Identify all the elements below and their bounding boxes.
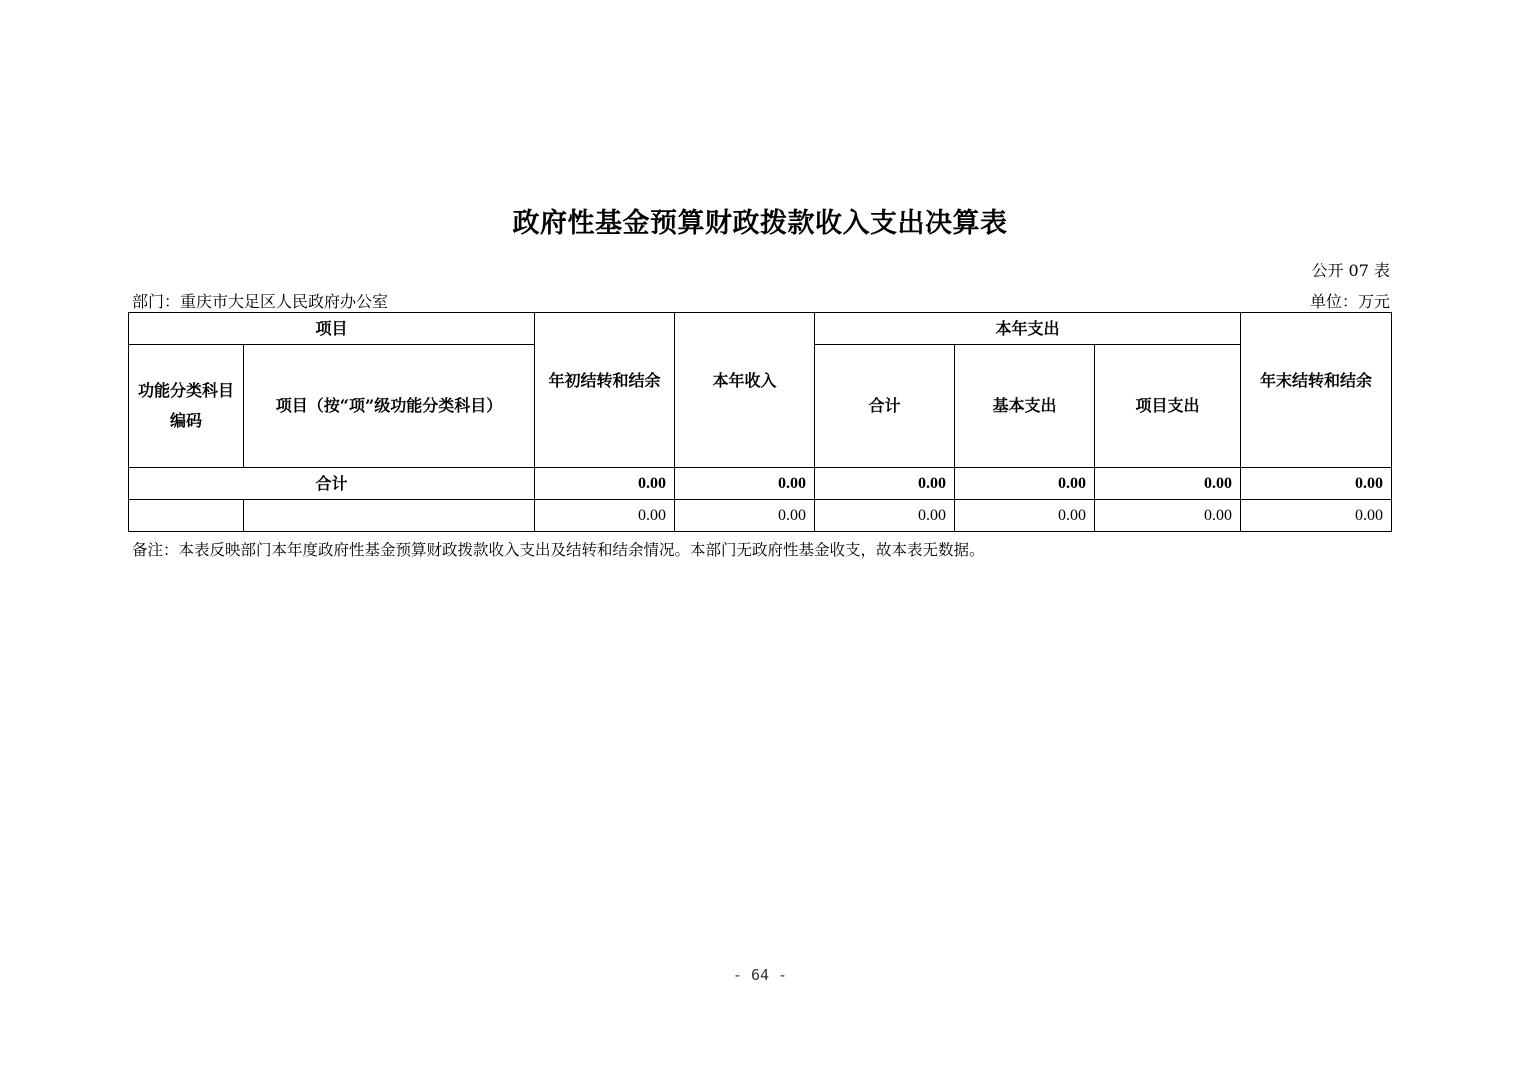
row-code bbox=[129, 500, 244, 532]
header-expenditure: 本年支出 bbox=[815, 313, 1241, 345]
header-func-code-line2: 编码 bbox=[169, 411, 202, 430]
total-carryover-begin: 0.00 bbox=[535, 468, 675, 500]
row-exp-project: 0.00 bbox=[1095, 500, 1241, 532]
total-row bbox=[129, 468, 1392, 500]
row-exp-basic: 0.00 bbox=[955, 500, 1095, 532]
header-row-1 bbox=[129, 313, 1392, 345]
header-exp-project: 项目支出 bbox=[1095, 345, 1241, 468]
total-income: 0.00 bbox=[675, 468, 815, 500]
row-carryover-begin: 0.00 bbox=[535, 500, 675, 532]
header-carryover-begin: 年初结转和结余 bbox=[535, 313, 675, 468]
total-exp-total: 0.00 bbox=[815, 468, 955, 500]
page-title: 政府性基金预算财政拨款收入支出决算表 bbox=[512, 208, 1008, 239]
header-item-name: 项目（按“项”级功能分类科目） bbox=[244, 345, 535, 468]
header-func-code-line1: 功能分类科目 bbox=[137, 381, 234, 400]
total-label: 合计 bbox=[129, 468, 535, 500]
row-carryover-end: 0.00 bbox=[1241, 500, 1392, 532]
budget-table bbox=[128, 312, 1392, 532]
header-income: 本年收入 bbox=[675, 313, 815, 468]
total-exp-project: 0.00 bbox=[1095, 468, 1241, 500]
row-income: 0.00 bbox=[675, 500, 815, 532]
header-exp-basic: 基本支出 bbox=[955, 345, 1095, 468]
header-carryover-end: 年末结转和结余 bbox=[1241, 313, 1392, 468]
department-label: 部门：重庆市大足区人民政府办公室 bbox=[132, 292, 389, 311]
header-exp-total: 合计 bbox=[815, 345, 955, 468]
unit-label: 单位：万元 bbox=[1309, 292, 1390, 311]
row-exp-total: 0.00 bbox=[815, 500, 955, 532]
form-number: 公开 07 表 bbox=[1311, 261, 1390, 280]
total-carryover-end: 0.00 bbox=[1241, 468, 1392, 500]
row-name bbox=[244, 500, 535, 532]
header-func-code bbox=[129, 345, 244, 468]
table-row bbox=[129, 500, 1392, 532]
header-item: 项目 bbox=[129, 313, 535, 345]
footnote: 备注：本表反映部门本年度政府性基金预算财政拨款收入支出及结转和结余情况。本部门无政府性基金收支，故本表无数据。 bbox=[132, 541, 985, 559]
total-exp-basic: 0.00 bbox=[955, 468, 1095, 500]
page-number: - 64 - bbox=[732, 966, 788, 984]
